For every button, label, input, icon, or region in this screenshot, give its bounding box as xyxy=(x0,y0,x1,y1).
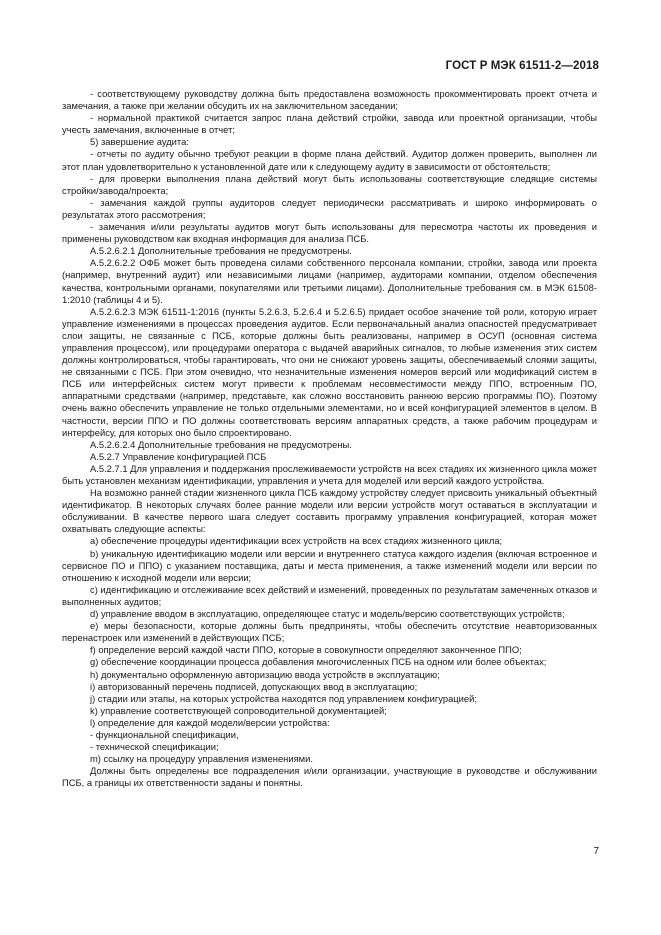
paragraph: А.5.2.6.2.2 ОФБ может быть проведена силами собственного персонала компании, стройки, завода или проекта (например, внутренний аудит) или независимыми лицами (например, аудиторами компании, отделом обеспечения качества, контрольными органами, покупателями или третьими лицами). Дополнительные требования см. в МЭК 61508-1:2010 (таблицы 4 и 5). xyxy=(62,257,597,305)
body-text xyxy=(62,88,597,789)
document-title: ГОСТ Р МЭК 61511-2—2018 xyxy=(445,60,599,72)
paragraph: - соответствующему руководству должна быть предоставлена возможность прокомментировать проект отчета и замечания, а также при желании обсудить их на заключительном заседании; xyxy=(62,88,597,112)
paragraph: - замечания и/или результаты аудитов могут быть использованы для пересмотра частоты их проведения и применены руководством как входная информация для анализа ПСБ. xyxy=(62,221,597,245)
list-item: f) определение версий каждой части ППО, которые в совокупности определяют законченное ППО; xyxy=(90,644,522,656)
paragraph: - для проверки выполнения плана действий могут быть использованы соответствующие следящие системы стройки/завода/проекта; xyxy=(62,172,597,196)
list-item: h) документально оформленную авторизацию ввода устройств в эксплуатацию; xyxy=(90,668,440,680)
paragraph: - нормальной практикой считается запрос плана действий стройки, завода или проектной организации, чтобы учесть замечания, включенные в отчет; xyxy=(62,112,597,136)
list-item: g) обеспечение координации процесса добавления многочисленных ПСБ на одном или более объектах; xyxy=(90,656,547,668)
paragraph: 5) завершение аудита: xyxy=(90,136,189,148)
section-heading: А.5.2.7 Управление конфигурацией ПСБ xyxy=(90,450,267,462)
paragraph: А.5.2.6.2.4 Дополнительные требования не предусмотрены. xyxy=(90,438,352,450)
paragraph: На возможно ранней стадии жизненного цикла ПСБ каждому устройству следует присвоить уникальный объектный идентификатор. В некоторых случаях более ранние модели или версии устройств могут оставаться в эксплуатации и обслуживании. В качестве первого шага следует составить программу управления конфигурацией, которая может охватывать следующие аспекты: xyxy=(62,487,597,535)
list-item: e) меры безопасности, которые должны быть предприняты, чтобы обеспечить отсутствие неавторизованных перенастроек или изменений в действующих ПСБ; xyxy=(62,620,597,644)
sub-list-item: - технической спецификации; xyxy=(90,741,219,753)
list-item: l) определение для каждой модели/версии устройства: xyxy=(90,716,330,728)
list-item: m) ссылку на процедуру управления изменениями. xyxy=(90,753,313,765)
paragraph: А.5.2.7.1 Для управления и поддержания прослеживаемости устройств на всех стадиях их жизненного цикла может быть установлен механизм идентификации, управления и учета для моделей или версий каждого устройства. xyxy=(62,462,597,486)
paragraph: - замечания каждой группы аудиторов следует периодически рассматривать и широко информировать о результатах этого рассмотрения; xyxy=(62,196,597,220)
list-item: i) авторизованный перечень подписей, допускающих ввод в эксплуатацию; xyxy=(90,680,418,692)
list-item: b) уникальную идентификацию модели или версии и внутреннего статуса каждого изделия (включая встроенное и сервисное ПО и ППО) с указанием поставщика, даты и места применения, а также изменений модели или версии по отношению к исходной модели или версии; xyxy=(62,547,597,583)
list-item: d) управление вводом в эксплуатацию, определяющее статус и модель/версию соответствующих устройств; xyxy=(90,608,565,620)
list-item: j) стадии или этапы, на которых устройства находятся под управлением конфигурацией; xyxy=(90,692,477,704)
page-number: 7 xyxy=(593,846,599,857)
list-item: а) обеспечение процедуры идентификации всех устройств на всех стадиях жизненного цикла; xyxy=(90,535,503,547)
paragraph: Должны быть определены все подразделения и/или организации, участвующие в руководстве и обслуживании ПСБ, а границы их ответственности заданы и понятны. xyxy=(62,765,597,789)
paragraph: А.5.2.6.2.3 МЭК 61511-1:2016 (пункты 5.2.6.3, 5.2.6.4 и 5.2.6.5) придает особое значение той роли, которую играет управление изменениями в процессах проведения аудитов. Если первоначальный анализ опасностей предусматривает слои защиты, не связанные с ПСБ, которые должны быть реализованы, например в ОСУП (основная система управления процессом), или процедурами оператора с выдачей аварийных сигналов, то любые изменения этих систем должны контролироваться, чтобы гарантировать, что они не снижают уровень защиты, обеспечиваемый слоями защиты, не связанными с ПСБ. При этом очевидно, что незначительные изменения номеров версий или модификаций систем в ПСБ или интерфейсных систем могут привести к проблемам несовместимости между ППО, встроенным ПО, аппаратными средствами (например, представьте, как сложно восстановить раннюю версию программы ПО). Поэтому очень важно обеспечить управление не только отдельными элементами, но и всей конфигурацией элементов в целом. В частности, версии ППО и ПО должны соответствовать версиям аппаратных средств, а также рабочим процедурам и интерфейсу, для которых оно было спроектировано. xyxy=(62,305,597,438)
list-item: k) управление соответствующей сопроводительной документацией; xyxy=(90,704,387,716)
paragraph: А.5.2.6.2.1 Дополнительные требования не предусмотрены. xyxy=(90,245,352,257)
list-item: c) идентификацию и отслеживание всех действий и изменений, проведенных по результатам замеченных отказов и выполненных аудитов; xyxy=(62,583,597,607)
sub-list-item: - функциональной спецификации, xyxy=(90,728,239,740)
paragraph: - отчеты по аудиту обычно требуют реакции в форме плана действий. Аудитор должен проверить, выполнен ли этот план удовлетворительно к установленной дате или к следующему аудиту в зависимости от обстоятельств; xyxy=(62,148,597,172)
